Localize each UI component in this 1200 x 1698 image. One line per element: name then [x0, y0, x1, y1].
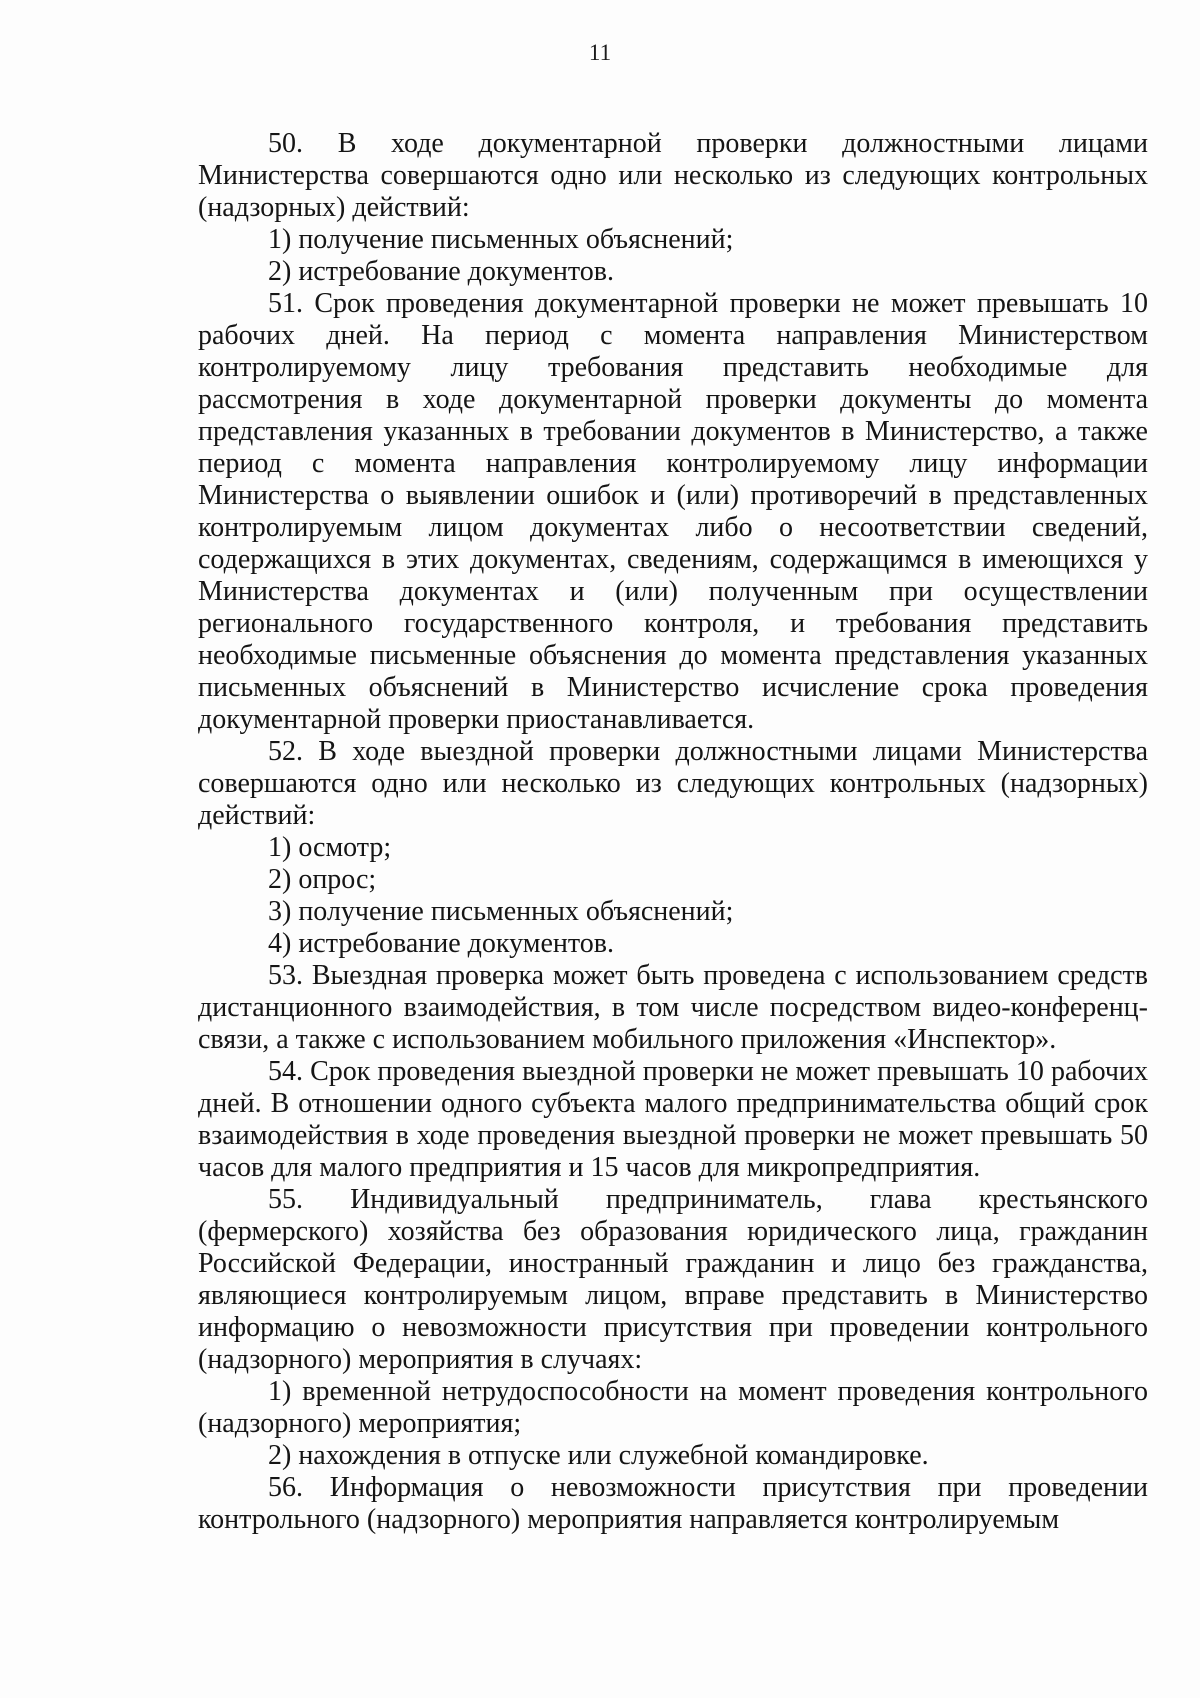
list-item-50-2: 2) истребование документов. [268, 256, 614, 287]
list-item-52-1: 1) осмотр; [268, 832, 392, 863]
list-item-55-1: 1) временной нетрудоспособности на момент проведения контрольного (надзорного) мероприятия; [198, 1376, 1148, 1439]
list-item-52-3: 3) получение письменных объяснений; [268, 896, 734, 927]
list-item-52-2: 2) опрос; [268, 864, 377, 895]
document-body [198, 128, 1148, 1536]
paragraph-50: 50. В ходе документарной проверки должностными лицами Министерства совершаются одно или несколько из следующих контрольных (надзорных) действий: [198, 128, 1148, 223]
list-item-52-4: 4) истребование документов. [268, 928, 614, 959]
list-item-50-1: 1) получение письменных объяснений; [268, 224, 734, 255]
list-item-55-2: 2) нахождения в отпуске или служебной командировке. [268, 1440, 929, 1471]
paragraph-53: 53. Выездная проверка может быть проведена с использованием средств дистанционного взаимодействия, в том числе посредством видео-конференц-связи, а также с использованием мобильного приложения «Инспектор». [198, 960, 1148, 1055]
paragraph-54: 54. Срок проведения выездной проверки не может превышать 10 рабочих дней. В отношении одного субъекта малого предпринимательства общий срок взаимодействия в ходе проведения выездной проверки не может превышать 50 часов для малого предприятия и 15 часов для микропредприятия. [198, 1056, 1148, 1183]
paragraph-55: 55. Индивидуальный предприниматель, глава крестьянского (фермерского) хозяйства без образования юридического лица, гражданин Российской Федерации, иностранный гражданин и лицо без гражданства, являющиеся контролируемым лицом, вправе представить в Министерство информацию о невозможности присутствия при проведении контрольного (надзорного) мероприятия в случаях: [198, 1184, 1148, 1375]
page-number: 11 [588, 40, 612, 65]
paragraph-52: 52. В ходе выездной проверки должностными лицами Министерства совершаются одно или несколько из следующих контрольных (надзорных) действий: [198, 736, 1148, 831]
paragraph-51: 51. Срок проведения документарной проверки не может превышать 10 рабочих дней. На период с момента направления Министерством контролируемому лицу требования представить необходимые для рассмотрения в ходе документарной проверки документы до момента представления указанных в требовании документов в Министерство, а также период с момента направления контролируемому лицу информации Министерства о выявлении ошибок и (или) противоречий в представленных контролируемым лицом документах либо о несоответствии сведений, содержащихся в этих документах, сведениям, содержащимся в имеющихся у Министерства документах и (или) полученным при осуществлении регионального государственного контроля, и требования представить необходимые письменные объяснения до момента представления указанных письменных объяснений в Министерство исчисление срока проведения документарной проверки приостанавливается. [198, 288, 1148, 735]
paragraph-56: 56. Информация о невозможности присутствия при проведении контрольного (надзорного) мероприятия направляется контролируемым [198, 1472, 1148, 1535]
